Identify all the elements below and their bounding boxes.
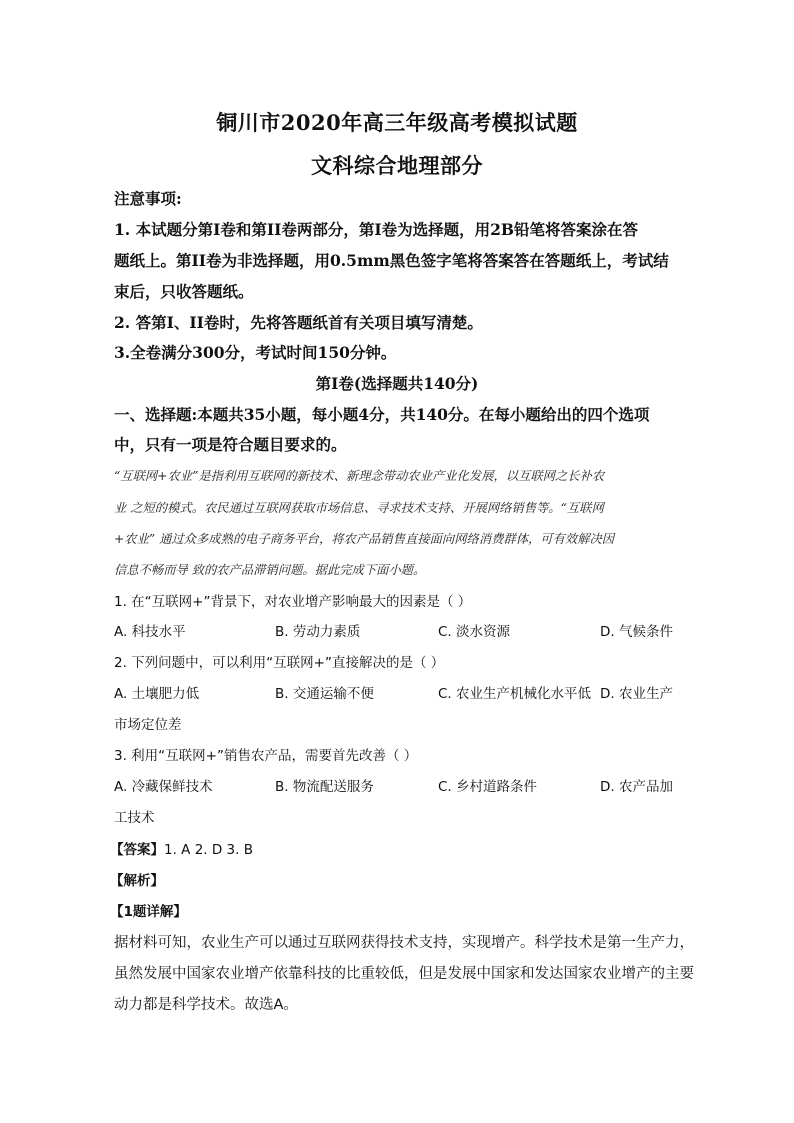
material-line-1: “互联网+农业”是指利用互联网的新技术、新理念带动农业产业化发展，以互联网之长补农 <box>114 469 605 483</box>
question-2-stem: 2. 下列问题中，可以利用“互联网+”直接解决的是（ ） <box>114 655 445 671</box>
notice-line-5: 3.全卷满分300分，考试时间150分钟。 <box>114 343 397 362</box>
question-1-option-c: C. 淡水资源 <box>438 624 511 640</box>
detail-line-1: 据材料可知，农业生产可以通过互联网获得技术支持，实现增产。科学技术是第一生产力， <box>114 935 694 951</box>
question-1-option-a: A. 科技水平 <box>114 624 186 640</box>
section-intro-2: 中，只有一项是符合题目要求的。 <box>114 435 347 454</box>
notice-heading: 注意事项: <box>114 189 182 208</box>
section-intro-1: 一、选择题:本题共35小题，每小题4分，共140分。在每小题给出的四个选项 <box>114 405 650 424</box>
question-3-stem: 3. 利用“互联网+”销售农产品，需要首先改善（ ） <box>114 748 418 764</box>
question-1-option-b: B. 劳动力素质 <box>275 624 361 640</box>
answer-values: 1. A 2. D 3. B <box>164 842 253 858</box>
exam-subtitle: 文科综合地理部分 <box>311 153 483 178</box>
question-1-option-d: D. 气候条件 <box>600 624 673 640</box>
question-1-stem: 1. 在“互联网+”背景下，对农业增产影响最大的因素是（ ） <box>114 594 472 610</box>
question-2-option-c: C. 农业生产机械化水平低 <box>438 686 592 702</box>
answer-line <box>110 840 253 860</box>
notice-line-2: 题纸上。第II卷为非选择题，用0.5mm黑色签字笔将答案答在答题纸上，考试结 <box>114 251 669 270</box>
material-line-4: 信息不畅而导 致的农产品滞销问题。据此完成下面小题。 <box>114 563 426 577</box>
analysis-tag: 【解析】 <box>110 873 164 889</box>
question-3-option-b: B. 物流配送服务 <box>275 779 374 795</box>
answer-tag: 【答案】 <box>110 842 164 858</box>
detail-line-3: 动力都是科学技术。故选A。 <box>114 997 298 1013</box>
material-line-3: +农业” 通过众多成熟的电子商务平台，将农产品销售直接面向网络消费群体，可有效解决因 <box>114 532 615 546</box>
question-2-option-d: D. 农业生产 <box>600 686 673 702</box>
detail-line-2: 虽然发展中国家农业增产依靠科技的比重较低，但是发展中国家和发达国家农业增产的主要 <box>114 966 694 982</box>
question-2-option-a: A. 土壤肥力低 <box>114 686 200 702</box>
question-3-option-d: D. 农产品加 <box>600 779 673 795</box>
section-title: 第Ⅰ卷(选择题共140分) <box>315 374 479 393</box>
detail-tag: 【1题详解】 <box>110 904 187 920</box>
question-3-option-a: A. 冷藏保鲜技术 <box>114 779 213 795</box>
notice-line-4: 2. 答第Ⅰ、II卷时，先将答题纸首有关项目填写清楚。 <box>114 313 483 332</box>
question-3-option-d-wrap: 工技术 <box>114 810 155 826</box>
notice-line-3: 束后，只收答题纸。 <box>114 282 254 301</box>
notice-line-1: 1. 本试题分第Ⅰ卷和第II卷两部分，第Ⅰ卷为选择题，用2B铅笔将答案涂在答 <box>114 220 638 239</box>
question-3-option-c: C. 乡村道路条件 <box>438 779 538 795</box>
question-2-option-d-wrap: 市场定位差 <box>114 717 182 733</box>
question-2-option-b: B. 交通运输不便 <box>275 686 374 702</box>
material-line-2: 业 之短的模式。农民通过互联网获取市场信息、寻求技术支持、开展网络销售等。“互联网 <box>114 501 604 515</box>
exam-title: 铜川市2020年高三年级高考模拟试题 <box>216 110 578 135</box>
